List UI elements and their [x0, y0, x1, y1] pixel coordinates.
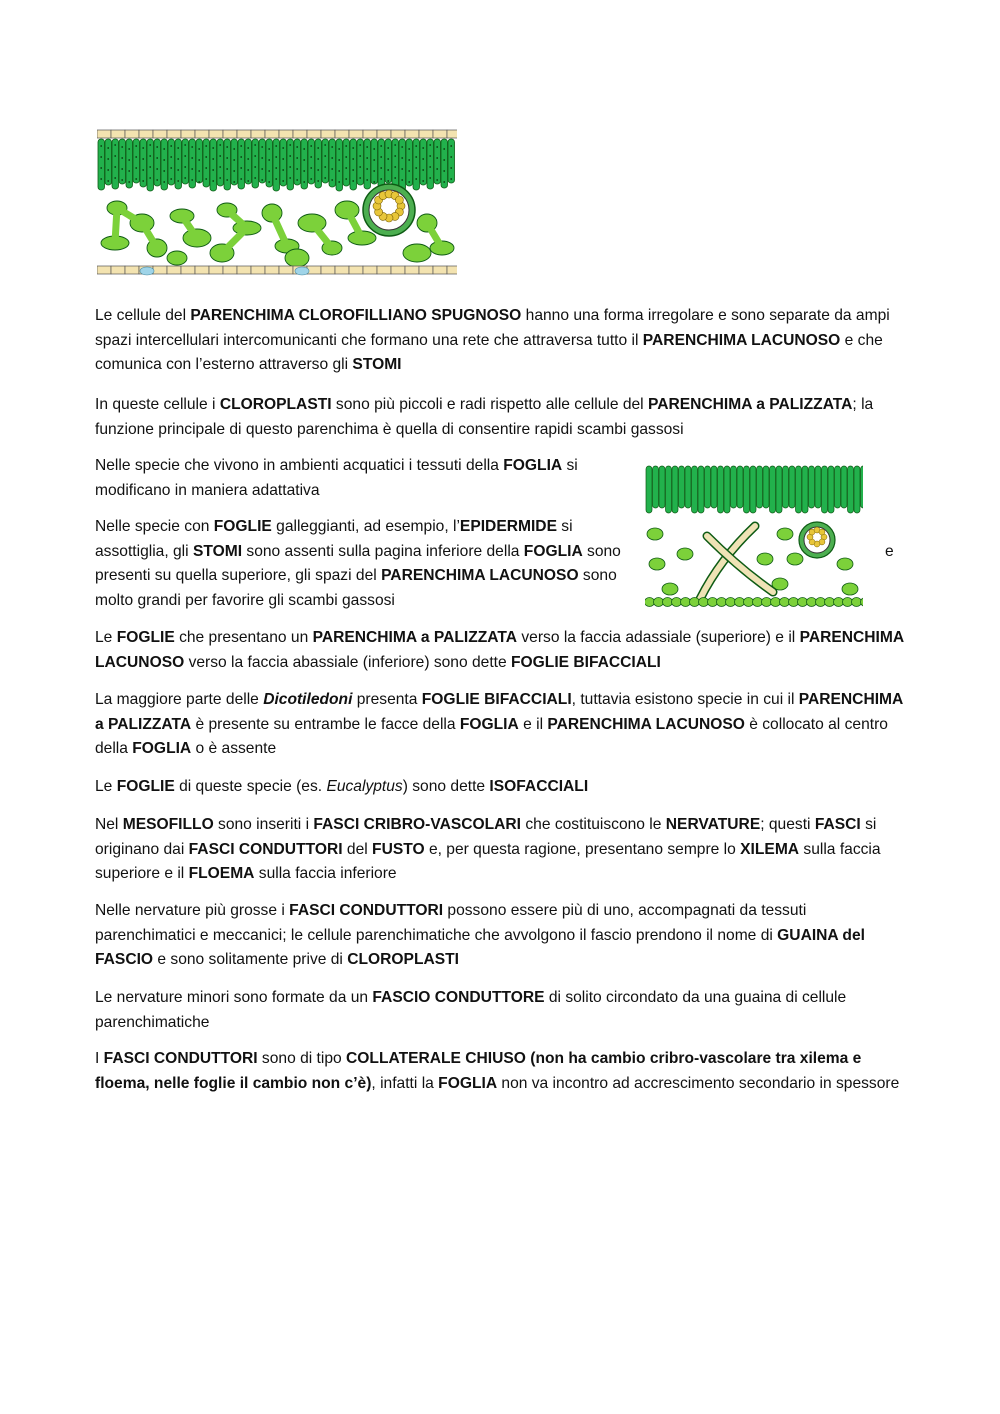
text-run: PARENCHIMA a PALIZZATA — [312, 629, 518, 646]
text-run: FOGLIA — [459, 715, 519, 733]
text-run: FOGLIA — [523, 542, 583, 560]
paragraph-minor-veins — [95, 986, 905, 1035]
text-run: FOGLIE — [213, 518, 272, 535]
text-run: FASCI CRIBRO-VASCOLARI — [313, 816, 522, 833]
text-run: COLLATERALE CHIUSO — [346, 1050, 526, 1067]
text-run: PARENCHIMA LACUNOSO — [95, 629, 904, 671]
text-run: verso la faccia abassiale (inferiore) sono dette — [184, 653, 512, 671]
text-run: Dicotiledoni — [263, 691, 353, 708]
text-run: PARENCHIMA CLOROFILLIANO SPUGNOSO — [190, 307, 522, 324]
text-run: sono di tipo — [257, 1050, 347, 1067]
text-run: verso la faccia adassiale (superiore) e il — [517, 629, 800, 646]
text-run: Le cellule del — [95, 307, 191, 324]
text-run: PARENCHIMA LACUNOSO — [381, 567, 579, 584]
paragraph-floating-leaves-continuation: e — [885, 543, 894, 560]
text-run: , infatti la — [371, 1074, 439, 1092]
text-run: ISOFACCIALI — [489, 778, 589, 795]
text-run: I — [95, 1050, 104, 1067]
text-run: si modificano in maniera adattativa — [95, 457, 578, 499]
text-run: FOGLIA — [438, 1074, 498, 1092]
text-run: STOMI — [192, 542, 243, 560]
text-run: è collocato al centro della — [95, 715, 888, 757]
text-run: CLOROPLASTI — [347, 951, 459, 968]
text-run: FASCI CONDUTTORI — [188, 840, 343, 858]
text-run: hanno una forma irregolare e sono separate da ampi spazi intercellulari intercomunicanti che formano una rete che attraversa tutto il — [95, 307, 890, 349]
text-run: PARENCHIMA LACUNOSO — [642, 331, 841, 349]
leaf-cross-section-bifacial-image — [97, 128, 457, 278]
text-run: FOGLIE — [116, 629, 175, 646]
text-run: ; questi — [760, 816, 815, 833]
text-run: CLOROPLASTI — [219, 396, 332, 413]
text-run: La maggiore parte delle — [95, 691, 264, 708]
text-run: In queste cellule i — [95, 396, 220, 413]
leaf-cross-section-floating-image — [645, 464, 863, 610]
text-run: galleggianti, ad esempio, l’ — [271, 518, 460, 535]
text-run: EPIDERMIDE — [459, 518, 557, 535]
text-run: sulla faccia superiore e il — [95, 840, 881, 882]
paragraph-closed-collateral — [95, 1047, 905, 1096]
text-run: che presentano un — [174, 629, 313, 646]
text-run: Le — [95, 778, 117, 795]
text-run: FOGLIA — [503, 457, 563, 474]
paragraph-isofacial-leaves — [95, 775, 905, 800]
text-run: FOGLIA — [132, 740, 192, 757]
text-run: FOGLIE BIFACCIALI — [511, 653, 661, 671]
text-run: sono presenti su quella superiore, gli spazi del — [95, 542, 621, 584]
text-run: GUAINA del FASCIO — [95, 926, 865, 968]
text-run: sono assenti sulla pagina inferiore della — [242, 542, 524, 560]
text-run: di queste specie (es. — [174, 778, 327, 795]
text-run: possono essere più di uno, accompagnati da tessuti parenchimatici e meccanici; le cellule parenchimatiche che avvolgono il fascio prendono il nome di — [95, 902, 807, 944]
text-run: sono più piccoli e radi rispetto alle cellule del — [331, 396, 648, 413]
text-run: PARENCHIMA a PALIZZATA — [95, 691, 903, 733]
text-run: Nel — [95, 816, 123, 833]
text-run: Le — [95, 629, 117, 646]
text-run: o è assente — [191, 740, 277, 757]
text-run: si originano dai — [95, 816, 877, 858]
text-run: FASCI — [814, 816, 861, 833]
text-run: ) sono dette — [402, 778, 490, 795]
text-run: FUSTO — [372, 840, 425, 858]
text-run: presenta — [352, 691, 422, 708]
text-run: e, per questa ragione, presentano sempre lo — [424, 840, 741, 858]
text-run: FASCI CONDUTTORI — [289, 902, 444, 919]
text-run: di solito circondato da una guaina di cellule parenchimatiche — [95, 989, 847, 1031]
text-run: Le nervature minori sono formate da un — [95, 989, 373, 1006]
text-run: FOGLIE BIFACCIALI — [421, 691, 572, 708]
text-run: STOMI — [352, 356, 402, 373]
text-run: Nelle specie con — [95, 518, 214, 535]
text-run: (non ha cambio cribro-vascolare tra xilema e floema, nelle foglie il cambio non c’è) — [95, 1050, 862, 1092]
paragraph-bifacial-leaves — [95, 626, 905, 675]
text-run: FASCI CONDUTTORI — [103, 1050, 258, 1067]
text-run: e che comunica con l’esterno attraverso gli — [95, 331, 883, 373]
text-run: XILEMA — [740, 840, 800, 858]
text-run: che costituiscono le — [521, 816, 666, 833]
text-run: del — [342, 840, 373, 858]
text-run: sulla faccia inferiore — [254, 865, 397, 882]
paragraph-spongy-parenchyma — [95, 304, 905, 378]
paragraph-chloroplasts — [95, 393, 905, 442]
text-run: non va incontro ad accrescimento secondario in spessore — [497, 1074, 900, 1092]
text-run: sono molto grandi per favorire gli scambi gassosi — [95, 567, 617, 609]
text-run: PARENCHIMA LACUNOSO — [547, 715, 745, 733]
text-run: , tuttavia esistono specie in cui il — [571, 691, 799, 708]
text-run: Eucalyptus — [326, 778, 403, 795]
text-run: e sono solitamente prive di — [153, 951, 348, 968]
text-run: NERVATURE — [665, 816, 761, 833]
paragraph-floating-leaves — [95, 515, 635, 613]
text-run: Nelle specie che vivono in ambienti acquatici i tessuti della — [95, 457, 504, 474]
paragraph-vascular-bundles — [95, 813, 905, 887]
paragraph-dicotyledons — [95, 688, 905, 762]
text-run: si assottiglia, gli — [95, 518, 573, 560]
paragraph-aquatic-species — [95, 454, 635, 503]
text-run: PARENCHIMA a PALIZZATA — [647, 396, 853, 413]
text-run: è presente su entrambe le facce della — [191, 715, 460, 733]
text-run: FLOEMA — [188, 865, 255, 882]
text-run: MESOFILLO — [122, 816, 214, 833]
paragraph-bundle-sheath — [95, 899, 905, 973]
text-run: ; la funzione principale di questo parenchima è quella di consentire rapidi scambi gassosi — [95, 396, 874, 438]
text-run: sono inseriti i — [213, 816, 314, 833]
text-run: e il — [518, 715, 548, 733]
text-run: Nelle nervature più grosse i — [95, 902, 290, 919]
text-run: FOGLIE — [116, 778, 175, 795]
text-run: FASCIO CONDUTTORE — [372, 989, 545, 1006]
